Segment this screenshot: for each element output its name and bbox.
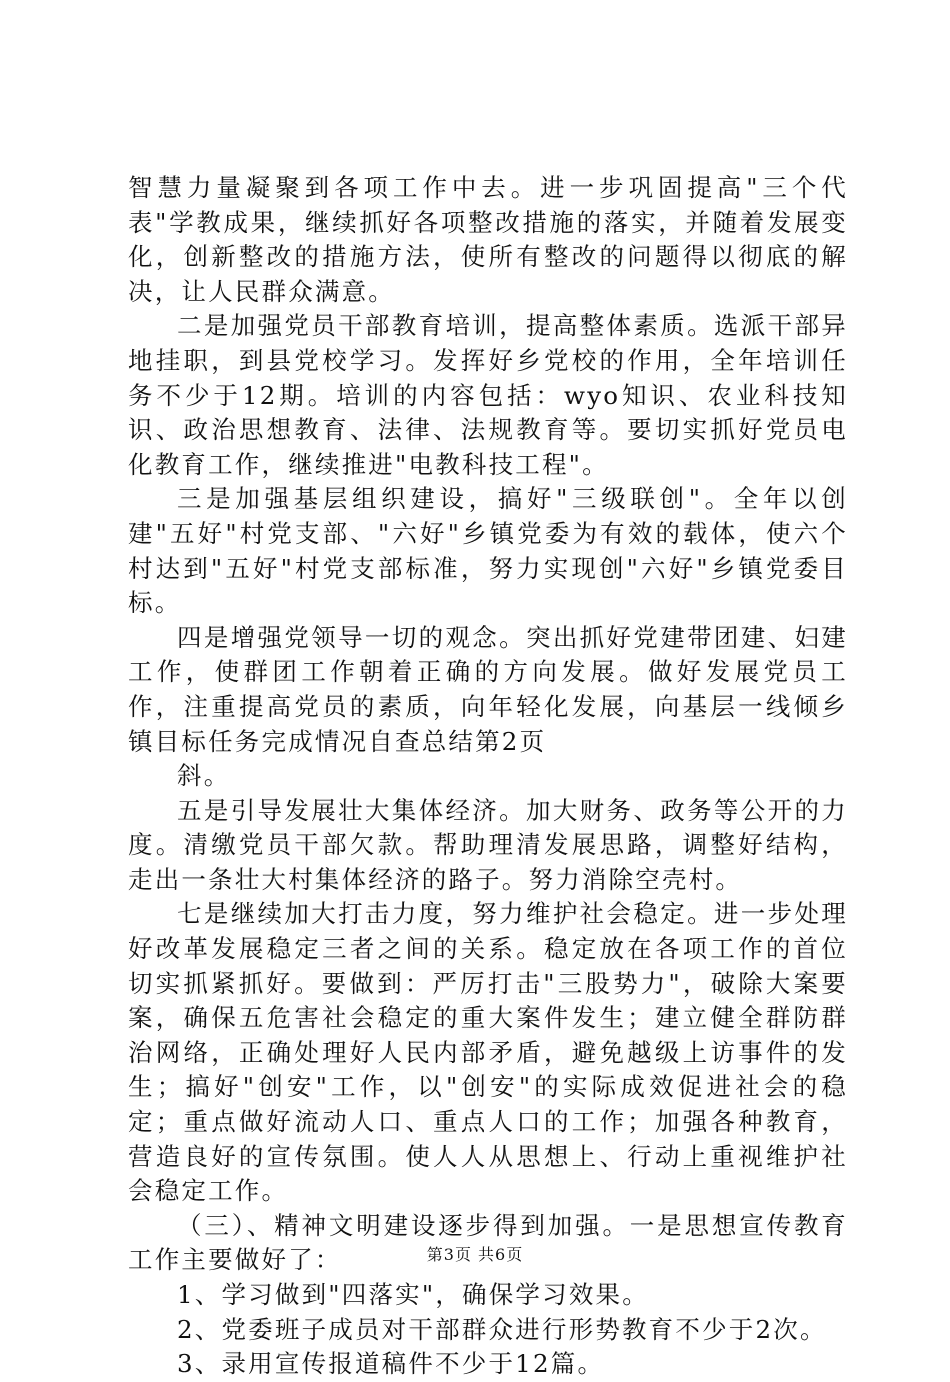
page-footer: 第3页 共6页 bbox=[426, 1245, 524, 1264]
paragraph: 七是继续加大打击力度，努力维护社会稳定。进一步处理好改革发展稳定三者之间的关系。稳定放在各项工作的首位切实抓紧抓好。要做到：严厉打击"三股势力"，破除大案要案，确保五危害社会稳定的重大案件发生；建立健全群防群治网络，正确处理好人民内部矛盾，避免越级上访事件的发生；搞好"创安"工作，以"创安"的实际成效促进社会的稳定；重点做好流动人口、重点人口的工作；加强各种教育，营造良好的宣传氛围。使人人从思想上、行动上重视维护社会稳定工作。 bbox=[128, 899, 848, 1206]
paragraph: 二是加强党员干部教育培训，提高整体素质。选派干部异地挂职，到县党校学习。发挥好乡党校的作用，全年培训任务不少于12期。培训的内容包括：wyo知识、农业科技知识、政治思想教育、法律、法规教育等。要切实抓好党员电化教育工作，继续推进"电教科技工程"。 bbox=[128, 311, 848, 479]
paragraph: 智慧力量凝聚到各项工作中去。进一步巩固提高"三个代表"学教成果，继续抓好各项整改措施的落实，并随着发展变化，创新整改的措施方法，使所有整改的问题得以彻底的解决，让人民群众满意。 bbox=[128, 173, 848, 306]
list-item: 3、录用宣传报道稿件不少于12篇。 bbox=[177, 1349, 605, 1379]
paragraph: 三是加强基层组织建设，搞好"三级联创"。全年以创建"五好"村党支部、"六好"乡镇党委为有效的载体，使六个村达到"五好"村党支部标准，努力实现创"六好"乡镇党委目标。 bbox=[128, 484, 848, 618]
paragraph: 五是引导发展壮大集体经济。加大财务、政务等公开的力度。清缴党员干部欠款。帮助理清发展思路，调整好结构，走出一条壮大村集体经济的路子。努力消除空壳村。 bbox=[128, 795, 848, 894]
document-body bbox=[128, 171, 848, 1382]
paragraph: 斜。 bbox=[177, 761, 231, 791]
paragraph: （三）、精神文明建设逐步得到加强。一是思想宣传教育工作主要做好了： bbox=[128, 1210, 848, 1275]
paragraph: 四是增强党领导一切的观念。突出抓好党建带团建、妇建工作，使群团工作朝着正确的方向发展。做好发展党员工作，注重提高党员的素质，向年轻化发展，向基层一线倾乡镇目标任务完成情况自查总结第2页 bbox=[128, 622, 848, 756]
list-item: 1、学习做到"四落实"，确保学习效果。 bbox=[177, 1280, 649, 1309]
list-item: 2、党委班子成员对干部群众进行形势教育不少于2次。 bbox=[177, 1314, 827, 1344]
